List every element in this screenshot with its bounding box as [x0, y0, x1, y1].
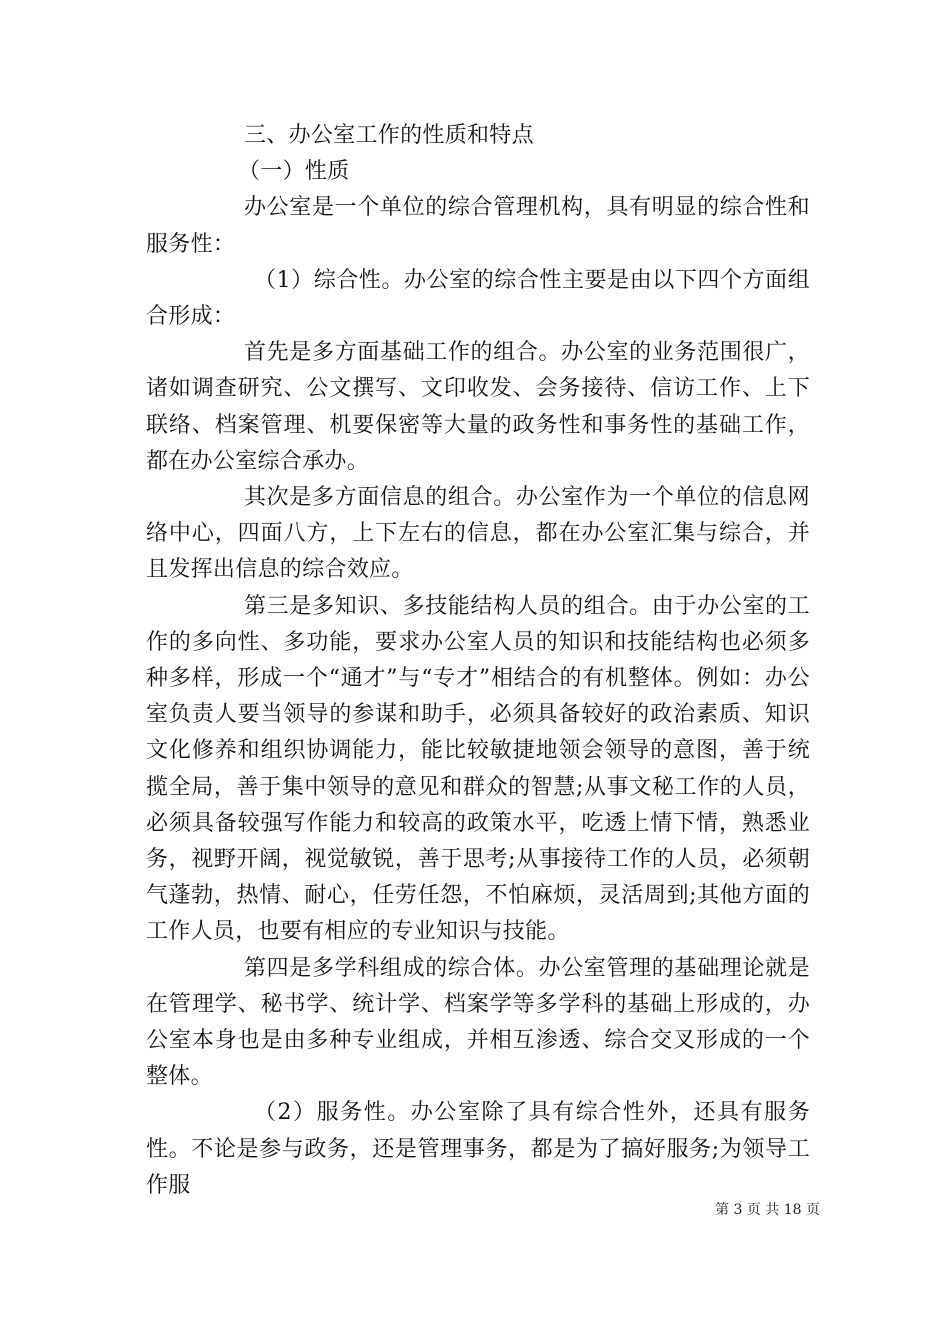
page-number: 第 3 页 共 18 页 — [715, 1202, 820, 1218]
page-content — [146, 118, 810, 1204]
paragraph-comprehensive: （1）综合性。办公室的综合性主要是由以下四个方面组合形成： — [146, 267, 810, 330]
paragraph-basic-work: 首先是多方面基础工作的组合。办公室的业务范围很广，诸如调查研究、公文撰写、文印收发、会务接待、信访工作、上下联络、档案管理、机要保密等大量的政务性和事务性的基础工作，都在办公室综合承办。 — [146, 340, 810, 474]
paragraph-disciplines: 第四是多学科组成的综合体。办公室管理的基础理论就是在管理学、秘书学、统计学、档案学等多学科的基础上形成的，办公室本身也是由多种专业组成，并相互渗透、综合交叉形成的一个整体。 — [146, 955, 810, 1090]
subsection-title: （一）性质 — [238, 159, 350, 185]
paragraph-information: 其次是多方面信息的组合。办公室作为一个单位的信息网络中心，四面八方，上下左右的信息，都在办公室汇集与综合，并且发挥出信息的综合效应。 — [146, 485, 810, 583]
section-title: 三、办公室工作的性质和特点 — [244, 123, 534, 148]
paragraph-service: （2）服务性。办公室除了具有综合性外，还具有服务性。不论是参与政务，还是管理事务，都是为了搞好服务;为领导工作服 — [146, 1100, 810, 1198]
paragraph-intro: 办公室是一个单位的综合管理机构，具有明显的综合性和服务性： — [146, 195, 810, 257]
paragraph-personnel: 第三是多知识、多技能结构人员的组合。由于办公室的工作的多向性、多功能，要求办公室人员的知识和技能结构也必须多种多样，形成一个“通才”与“专才”相结合的有机整体。例如：办公室负责人要当领导的参谋和助手，必须具备较好的政治素质、知识文化修养和组织协调能力，能比较敏捷地领会领导的意图，善于统揽全局，善于集中领导的意见和群众的智慧;从事文秘工作的人员，必须具备较强写作能力和较高的政策水平，吃透上情下情，熟悉业务，视野开阔，视觉敏锐，善于思考;从事接待工作的人员，必须朝气蓬勃，热情、耐心，任劳任怨，不怕麻烦，灵活周到;其他方面的工作人员，也要有相应的专业知识与技能。 — [146, 593, 810, 945]
